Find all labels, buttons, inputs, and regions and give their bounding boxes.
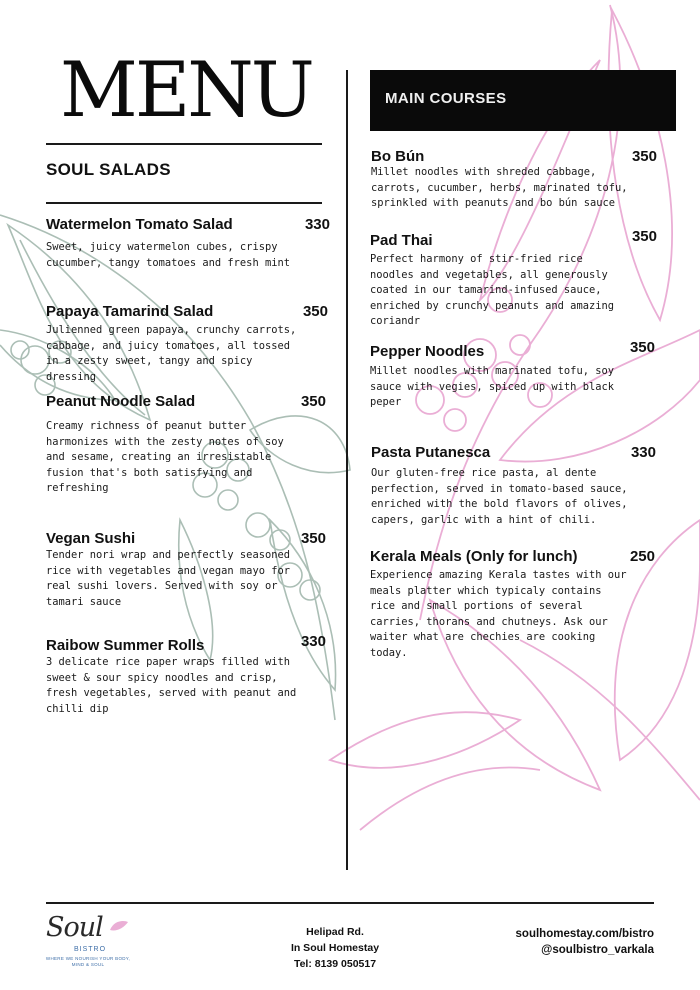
- contact-block: [516, 926, 654, 958]
- item-name: Pasta Putanesca: [371, 444, 491, 461]
- menu-item: [46, 303, 328, 383]
- item-price: 350: [631, 228, 657, 245]
- title-divider: [46, 143, 322, 145]
- item-price: 350: [300, 530, 326, 547]
- item-name: Bo Bún: [371, 148, 425, 165]
- item-name: Kerala Meals (Only for lunch): [370, 548, 578, 565]
- item-description: Creamy richness of peanut butter harmonizes with the zesty notes of soy and sesame, creating an irresistable fusion that's both satisfying and refreshing: [46, 420, 284, 494]
- item-name: Pepper Noodles: [370, 343, 485, 360]
- item-price: 330: [300, 633, 326, 650]
- menu-item: [46, 633, 328, 713]
- menu-item: [370, 228, 659, 327]
- item-name: Raibow Summer Rolls: [46, 637, 205, 654]
- item-price: 330: [304, 216, 330, 233]
- item-name: Pad Thai: [370, 232, 433, 249]
- item-price: 330: [630, 444, 656, 461]
- section-heading-mains: MAIN COURSES: [385, 90, 507, 107]
- item-description: Our gluten-free rice pasta, al dente perfection, served in tomato-based sauce, enriched with the bold flavors of olives, capers, garlic with a hint of chili.: [371, 467, 628, 526]
- item-name: Watermelon Tomato Salad: [46, 216, 233, 233]
- menu-item: [46, 393, 328, 503]
- item-price: 250: [629, 548, 655, 565]
- menu-title: MENU: [60, 45, 312, 134]
- phone-number: Tel: 8139 050517: [293, 958, 377, 970]
- leaf-icon: [108, 918, 130, 934]
- social-handle[interactable]: @soulbistro_varkala: [541, 944, 654, 956]
- address-block: [270, 924, 400, 972]
- menu-item: [370, 339, 659, 409]
- item-description: Tender nori wrap and perfectly seasoned rice with vegetables and vegan mayo for real sushi lovers. Served with soy or tamari sauce: [46, 549, 290, 608]
- menu-item: [370, 548, 659, 659]
- item-price: 350: [302, 303, 328, 320]
- item-name: Peanut Noodle Salad: [46, 393, 196, 410]
- salads-divider: [46, 202, 322, 204]
- column-divider: [346, 70, 348, 870]
- menu-item: [46, 530, 328, 610]
- soul-bistro-logo: [40, 910, 136, 976]
- menu-item: [371, 148, 659, 212]
- footer-divider: [46, 902, 654, 904]
- item-description: Millet noodles with shreded cabbage, carrots, cucumber, herbs, marinated tofu, sprinkled with peanuts and bo bún sauce: [371, 166, 628, 209]
- website-link[interactable]: soulhomestay.com/bistro: [515, 928, 654, 940]
- item-description: Julienned green papaya, crunchy carrots, cabbage, and juicy tomatoes, all tossed in a zesty sweet, tangy and spicy dressing: [46, 324, 297, 383]
- main-courses-header-bar: [370, 70, 676, 131]
- item-price: 350: [631, 148, 657, 165]
- item-description: Millet noodles with marinated tofu, soy sauce with vegies, spiced up with black peper: [370, 365, 614, 408]
- section-heading-salads: SOUL SALADS: [46, 160, 171, 179]
- item-name: Papaya Tamarind Salad: [46, 303, 214, 320]
- address-venue: In Soul Homestay: [290, 942, 380, 954]
- item-price: 350: [629, 339, 655, 356]
- item-description: 3 delicate rice paper wraps filled with sweet & sour spicy noodles and crisp, fresh vegetables, served with peanut and chilli dip: [46, 656, 297, 715]
- item-description: Perfect harmony of stir-fried rice noodles and vegetables, all generously coated in our tamarind-infused sauce, enriched by crunchy peanuts and amazing coriandr: [370, 253, 614, 327]
- logo-script-text: Soul: [46, 912, 103, 943]
- menu-item: [371, 444, 659, 530]
- menu-item: [46, 216, 330, 288]
- item-price: 350: [300, 393, 326, 410]
- item-description: Experience amazing Kerala tastes with our meals platter which typicaly contains rice and small portions of several carries, thorans and chutneys. Ask our waiter what are chechies are cooking today.: [370, 569, 627, 659]
- logo-subtitle: BISTRO: [74, 946, 107, 953]
- item-name: Vegan Sushi: [46, 530, 136, 547]
- item-description: Sweet, juicy watermelon cubes, crispy cucumber, tangy tomatoes and fresh mint: [46, 241, 290, 269]
- address-street: Helipad Rd.: [306, 926, 364, 938]
- logo-tagline: WHERE WE NOURISH YOUR BODY, MIND & SOUL: [45, 956, 131, 967]
